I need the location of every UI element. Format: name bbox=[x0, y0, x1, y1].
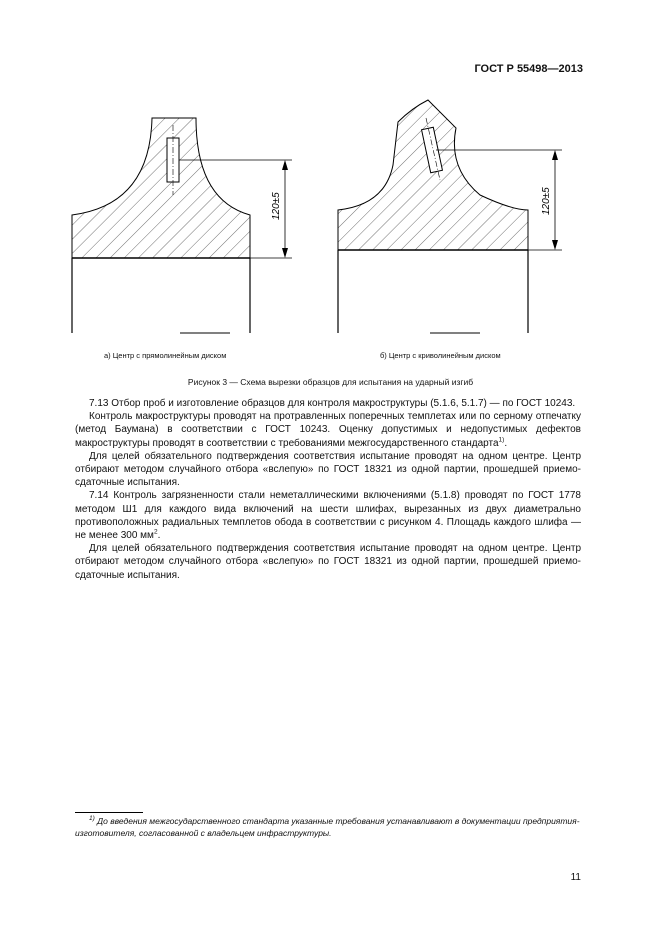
dimension-label-a: 120±5 bbox=[271, 192, 282, 220]
wheel-section-straight bbox=[72, 118, 292, 333]
superscript-2: 2 bbox=[153, 528, 158, 536]
paragraph-7-13: 7.13 Отбор проб и изготовление образцов для контроля макроструктуры (5.1.6, 5.1.7) — по ГОСТ 10243. bbox=[89, 398, 576, 409]
caption-b: б) Центр с криволинейным диском bbox=[380, 351, 501, 360]
footnote bbox=[75, 815, 581, 839]
paragraph-certification-2: Для целей обязательного подтверждения соответствия испытание проводят на одном центре. Центр отбирают методом случайного отбора «вслепую» по ГОСТ 18321 из одной партии, прошедшей приемо-сдаточные испытания. bbox=[75, 543, 581, 581]
footnote-divider bbox=[75, 812, 143, 813]
document-header: ГОСТ Р 55498—2013 bbox=[474, 63, 583, 75]
footnote-ref[interactable]: 1) bbox=[498, 436, 505, 444]
page-number: 11 bbox=[570, 872, 581, 883]
footnote-marker: 1) bbox=[89, 815, 95, 823]
figure-3-diagram bbox=[0, 0, 661, 360]
dimension-label-b: 120±5 bbox=[541, 187, 552, 215]
paragraph-macrostructure: Контроль макроструктуры проводят на протравленных поперечных темплетах или по серному отпечатку (метод Баумана) в соответствии с ГОСТ 10243. Оценку допустимых и недопустимых дефектов макроструктуры проводят в соответствии с требованиями межгосударственного стандарта$^{1)}$. bbox=[75, 411, 581, 449]
caption-a: а) Центр с прямолинейным диском bbox=[104, 351, 227, 360]
wheel-section-curved bbox=[338, 100, 562, 333]
paragraph-certification-1: Для целей обязательного подтверждения соответствия испытание проводят на одном центре. Центр отбирают методом случайного отбора «вслепую» по ГОСТ 18321 из одной партии, прошедшей приемо-сдаточные испытания. bbox=[75, 450, 581, 489]
body-text bbox=[75, 397, 581, 582]
figure-title: Рисунок 3 — Схема вырезки образцов для испытания на ударный изгиб bbox=[187, 377, 474, 387]
footnote-text: До введения межгосударственного стандарта указанные требования устанавливают в документации предприятия-изготовителя, согласованной с владельцем инфраструктуры. bbox=[75, 816, 580, 838]
paragraph-7-14: 7.14 Контроль загрязненности стали неметаллическими включениями (5.1.8) проводят по ГОСТ 1778 методом Ш1 для каждого вида включений на шести шлифах, вырезанных из двух диаметрально противоположных радиальных темплетов обода в соответствии с рисунком 4. Площадь каждого шлифа — не менее 300 $мм^2$. bbox=[75, 490, 581, 542]
